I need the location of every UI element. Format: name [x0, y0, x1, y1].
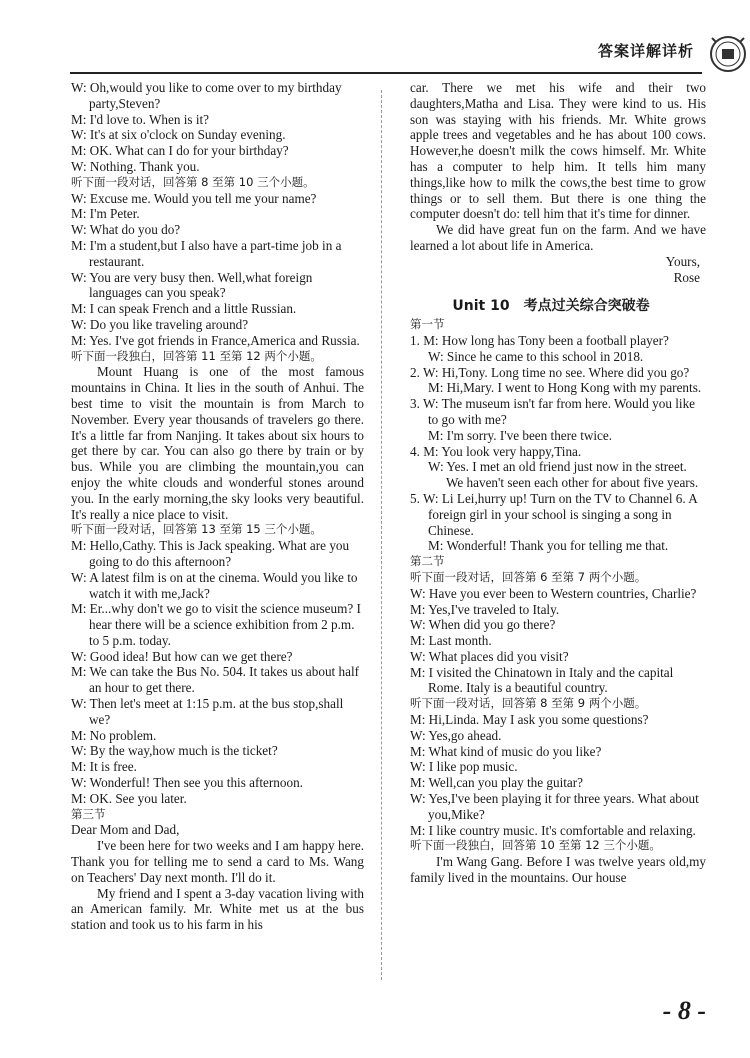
dialogue-line: W: Wonderful! Then see you this afternoon.	[71, 775, 303, 791]
column-divider	[381, 90, 382, 980]
dialogue-line: W: Yes. I met an old friend just now in the street. We haven't seen each other for about five years.	[428, 459, 699, 491]
dialogue-line: W: Excuse me. Would you tell me your name?	[71, 190, 317, 206]
dialogue-line: W: Good idea! But how can we get there?	[71, 648, 293, 664]
dialogue-line: W: A latest film is on at the cinema. Would you like to watch it with me,Jack?	[71, 569, 358, 601]
dialogue-line: W: What do you do?	[71, 222, 181, 238]
letter-greeting: Dear Mom and Dad,	[71, 822, 180, 838]
dialogue-line: W: Do you like traveling around?	[71, 316, 249, 332]
section-instruction: 第一节	[410, 317, 445, 332]
paragraph: We did have great fun on the farm. And we have learned a lot about life in America.	[410, 222, 706, 253]
unit-title: 考点过关综合突破卷	[523, 298, 650, 315]
page-number: - 8 -	[662, 996, 706, 1025]
dialogue-line: 2. W: Hi,Tony. Long time no see. Where did you go?	[410, 364, 690, 380]
section-instruction: 听下面一段对话，回答第 8 至第 9 两个小题。	[410, 696, 647, 711]
header-rule	[70, 72, 702, 74]
dialogue-line: 5. W: Li Lei,hurry up! Turn on the TV to Channel 6. A foreign girl in your school is singing a song in Chinese.	[410, 490, 698, 538]
paragraph: My friend and I spent a 3-day vacation living with an American family. Mr. White met us at the bus station and took us to his farm in his	[71, 885, 364, 933]
dialogue-line: M: Well,can you play the guitar?	[410, 775, 584, 791]
dialogue-line: W: It's at six o'clock on Sunday evening.	[71, 127, 286, 143]
header-title: 答案详解详析	[597, 42, 694, 60]
dialogue-line: M: I'm sorry. I've been there twice.	[428, 427, 613, 443]
section-instruction: 第三节	[71, 806, 106, 821]
section-instruction: 听下面一段独白，回答第 11 至第 12 两个小题。	[71, 348, 322, 363]
dialogue-line: W: By the way,how much is the ticket?	[71, 743, 278, 759]
dialogue-line: M: Yes,I've traveled to Italy.	[410, 601, 560, 617]
dialogue-line: W: Yes,I've been playing it for three years. What about you,Mike?	[410, 791, 699, 822]
dialogue-line: M: Last month.	[410, 633, 492, 649]
dialogue-line: M: OK. What can I do for your birthday?	[71, 143, 289, 159]
section-instruction: 第二节	[410, 554, 445, 569]
unit-number: Unit 10	[452, 298, 510, 315]
dialogue-line: M: What kind of music do you like?	[410, 743, 602, 759]
dialogue-line: 3. W: The museum isn't far from here. Would you like to go with me?	[410, 396, 696, 427]
dialogue-line: M: I'm a student,but I also have a part-time job in a restaurant.	[71, 237, 342, 269]
dialogue-line: W: I like pop music.	[410, 759, 518, 775]
dialogue-line: M: I'm Peter.	[71, 206, 140, 222]
dialogue-line: M: Er...why don't we go to visit the science museum? I hear there will be a science exhibition from 2 p.m. to 5 p.m. today.	[71, 601, 361, 648]
paragraph: I'm Wang Gang. Before I was twelve years old,my family lived in the mountains. Our house	[410, 854, 706, 886]
dialogue-line: M: Wonderful! Thank you for telling me that.	[428, 538, 669, 554]
paragraph: I've been here for two weeks and I am happy here. Thank you for telling me to send a card to Ms. Wang on Teachers' Day next month. I'll do it.	[71, 838, 364, 885]
dialogue-line: M: Yes. I've got friends in France,America and Russia.	[71, 332, 360, 348]
dialogue-line: M: I'd love to. When is it?	[71, 111, 210, 127]
dialogue-line: W: Nothing. Thank you.	[71, 158, 200, 174]
dialogue-line: W: Since he came to this school in 2018.	[428, 348, 644, 364]
dialogue-line: M: We can take the Bus No. 504. It takes us about half an hour to get there.	[71, 664, 360, 696]
dialogue-line: W: What places did you visit?	[410, 648, 569, 664]
dialogue-line: M: OK. See you later.	[71, 790, 187, 806]
dialogue-line: W: Have you ever been to Western countries, Charlie?	[410, 585, 697, 601]
page-header	[0, 34, 750, 78]
right-column	[410, 80, 706, 886]
section-instruction: 听下面一段对话，回答第 6 至第 7 两个小题。	[410, 569, 647, 584]
dialogue-line: 4. M: You look very happy,Tina.	[410, 443, 582, 459]
paragraph: car. There we met his wife and their two daughters,Matha and Lisa. They were kind to us. His son was staying with his friends. Mr. White grows apple trees and vegetables and he has about 100 cows. However,he doesn't milk the cows himself. Mr. White has a computer to help him. It tells him many things,like how to milk the cows,the best time to grow things or to sell them. But there is one thing the computer doesn't do: tell him that it's time for dinner.	[410, 80, 706, 222]
letter-signoff: Yours,	[665, 253, 700, 269]
dialogue-line: W: You are very busy then. Well,what foreign languages can you speak?	[71, 269, 313, 301]
dialogue-line: W: Then let's meet at 1:15 p.m. at the bus stop,shall we?	[71, 696, 344, 727]
dialogue-line: W: Oh,would you like to come over to my birthday party,Steven?	[71, 80, 342, 111]
section-instruction: 听下面一段对话，回答第 8 至第 10 三个小题。	[71, 174, 315, 189]
dialogue-line: M: I can speak French and a little Russian.	[71, 301, 297, 317]
dialogue-line: M: Hi,Linda. May I ask you some questions?	[410, 712, 649, 728]
seal-emblem-icon	[708, 34, 748, 74]
dialogue-line: M: Hello,Cathy. This is Jack speaking. What are you going to do this afternoon?	[71, 538, 350, 569]
dialogue-line: W: Yes,go ahead.	[410, 727, 502, 743]
paragraph: Mount Huang is one of the most famous mountains in China. It lies in the south of Anhui. The best time to visit the mountain is from March to November. Every year thousands of travelers go there. It's a little far from Nanjing. It takes about six hours to get there by car. You can also go there by train or by bus. While you are climbing the mountain,you can enjoy the white clouds and wonderful stones around you. In the early morning,the sky looks very beautiful. It's really a nice place to visit.	[71, 364, 364, 522]
dialogue-line: M: It is free.	[71, 759, 137, 775]
unit-heading	[410, 299, 706, 315]
dialogue-line: M: I like country music. It's comfortable and relaxing.	[410, 822, 696, 838]
dialogue-line: W: When did you go there?	[410, 617, 556, 633]
dialogue-line: 1. M: How long has Tony been a football player?	[410, 332, 669, 348]
letter-signoff: Rose	[673, 269, 700, 285]
section-instruction: 听下面一段独白，回答第 10 至第 12 三个小题。	[410, 838, 661, 853]
dialogue-line: M: I visited the Chinatown in Italy and the capital Rome. Italy is a beautiful country.	[410, 664, 674, 696]
dialogue-line: M: Hi,Mary. I went to Hong Kong with my parents.	[428, 380, 702, 396]
left-column	[71, 80, 364, 933]
section-instruction: 听下面一段对话，回答第 13 至第 15 三个小题。	[71, 522, 322, 537]
dialogue-line: M: No problem.	[71, 727, 157, 743]
